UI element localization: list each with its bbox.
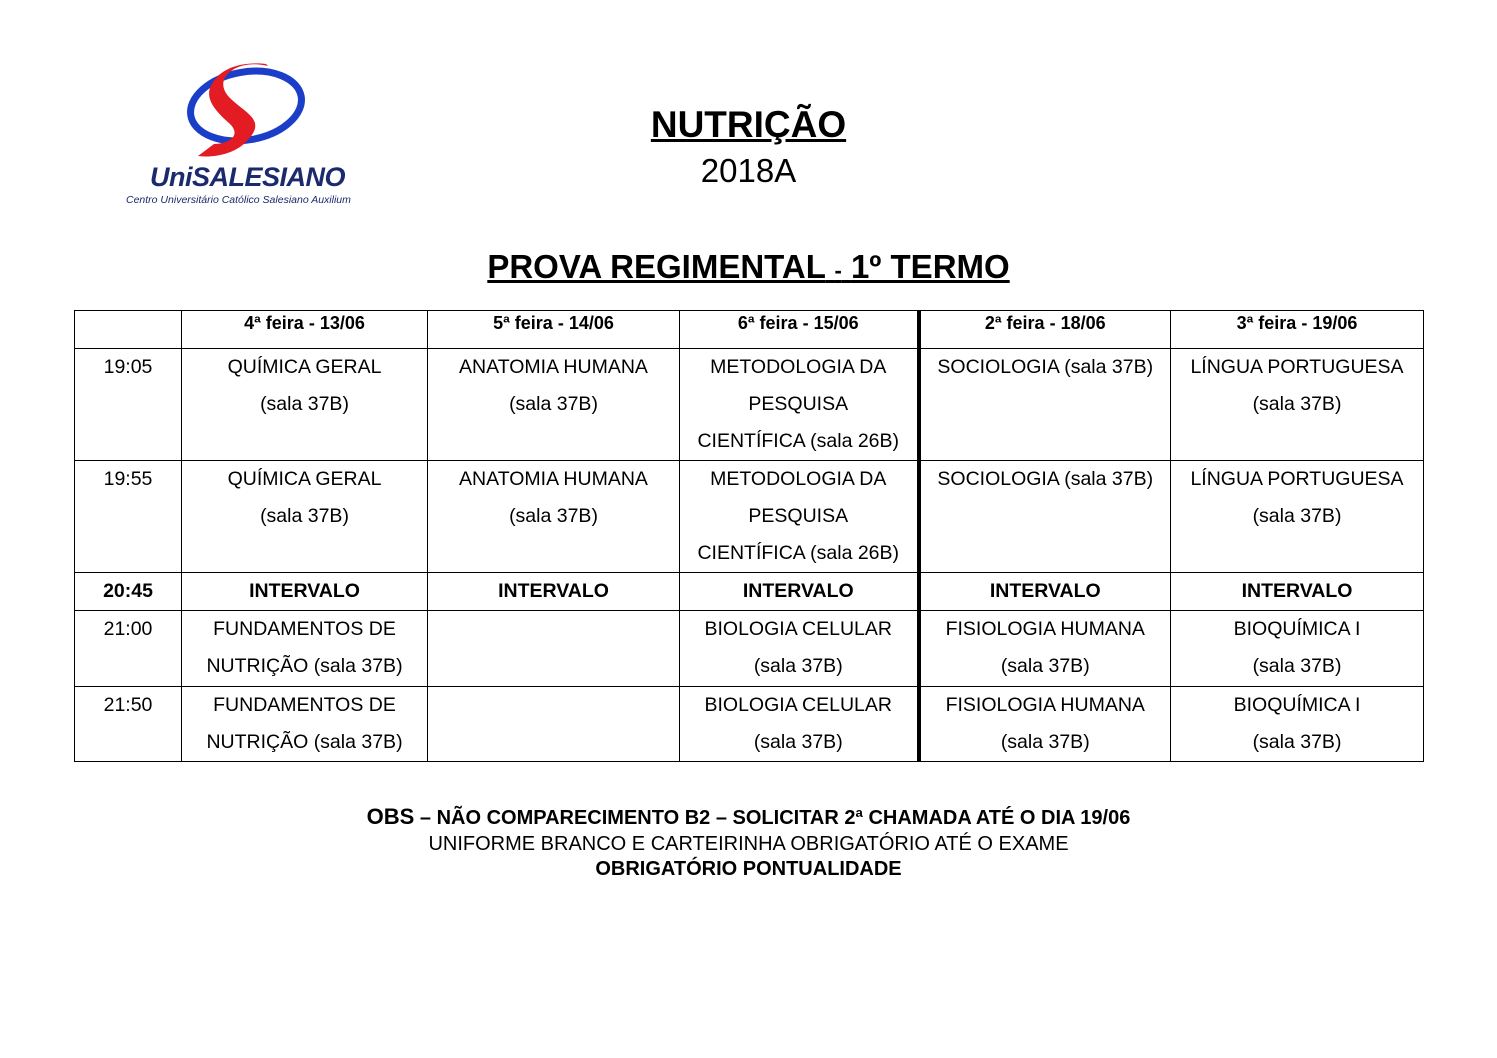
exam-heading-separator: - [834,258,842,283]
day-header-cell: 5ª feira - 14/06 [428,311,680,349]
subject-line: NUTRIÇÃO (sala 37B) [206,731,403,753]
subject-line: LÍNGUA PORTUGUESA [1190,468,1404,490]
subject-line: FISIOLOGIA HUMANA [945,618,1145,640]
subject-line: (sala 37B) [1252,505,1342,527]
subject-cell [182,611,428,687]
interval-cell [428,573,680,611]
subject-line: PESQUISA [748,505,849,527]
subject-line: BIOLOGIA CELULAR [704,618,892,640]
subject-line: CIENTÍFICA (sala 26B) [697,542,900,564]
subject-line: (sala 37B) [1252,655,1342,677]
subject-cell [1171,687,1424,762]
subject-line: BIOQUÍMICA I [1233,618,1361,640]
subject-line: CIENTÍFICA (sala 26B) [697,430,900,452]
subject-cell [1171,611,1424,687]
subject-cell [428,461,680,573]
subject-line: BIOQUÍMICA I [1233,694,1361,716]
schedule-body [75,311,1424,762]
table-row [75,349,1424,461]
subject-line: SOCIOLOGIA (sala 37B) [937,468,1154,490]
course-year: 2018A [700,152,797,189]
subject-line: NUTRIÇÃO (sala 37B) [206,655,403,677]
table-row [75,611,1424,687]
subject-line: INTERVALO [1241,580,1353,602]
note-obs-text: – NÃO COMPARECIMENTO B2 – SOLICITAR 2ª CHAMADA ATÉ O DIA 19/06 [414,807,1131,829]
subject-line: (sala 37B) [1000,655,1090,677]
interval-cell [182,573,428,611]
interval-cell [1171,573,1424,611]
subject-cell [680,461,919,573]
subject-line: METODOLOGIA DA [710,356,887,378]
subject-line: (sala 37B) [753,731,843,753]
subject-cell [919,611,1171,687]
subject-line: PESQUISA [748,393,849,415]
subject-line: INTERVALO [249,580,360,602]
subject-cell [680,349,919,461]
subject-cell [919,461,1171,573]
note-uniform: UNIFORME BRANCO E CARTEIRINHA OBRIGATÓRIO ATÉ O EXAME [428,833,1069,855]
subject-line: LÍNGUA PORTUGUESA [1190,356,1404,378]
subject-cell [919,687,1171,762]
subject-cell [182,687,428,762]
logo-subtitle: Centro Universitário Católico Salesiano Auxilium [126,194,351,206]
note-punctuality: OBRIGATÓRIO PONTUALIDADE [595,858,902,880]
subject-cell [1171,349,1424,461]
subject-cell [428,687,680,762]
subject-line: INTERVALO [498,580,609,602]
subject-line: (sala 37B) [753,655,843,677]
subject-cell [680,611,919,687]
time-cell: 19:05 [75,349,182,461]
subject-line: BIOLOGIA CELULAR [704,694,892,716]
time-cell: 20:45 [75,573,182,611]
time-cell: 21:50 [75,687,182,762]
subject-cell [428,349,680,461]
logo-name: UniSALESIANO [150,162,346,192]
subject-line: (sala 37B) [1000,731,1090,753]
day-header-cell: 3ª feira - 19/06 [1171,311,1424,349]
subject-line: (sala 37B) [1252,393,1342,415]
table-row [75,461,1424,573]
subject-line: (sala 37B) [509,505,598,527]
interval-cell [680,573,919,611]
subject-cell [182,349,428,461]
time-cell: 19:55 [75,461,182,573]
subject-line: QUÍMICA GERAL [227,468,382,490]
note-obs [0,804,1497,831]
subject-line: (sala 37B) [1252,731,1342,753]
day-header-cell: 4ª feira - 13/06 [182,311,428,349]
notes [0,804,1497,881]
subject-line: FISIOLOGIA HUMANA [945,694,1145,716]
table-row [75,687,1424,762]
subject-cell [428,611,680,687]
subject-line: INTERVALO [989,580,1101,602]
time-cell: 21:00 [75,611,182,687]
subject-line: (sala 37B) [260,393,349,415]
subject-line: FUNDAMENTOS DE [213,694,396,716]
exam-heading [0,248,1497,286]
subject-line: QUÍMICA GERAL [227,356,382,378]
subject-cell [680,687,919,762]
exam-heading-main: PROVA REGIMENTAL [487,248,826,285]
subject-cell [182,461,428,573]
day-header-cell: 6ª feira - 15/06 [680,311,919,349]
course-title: NUTRIÇÃO [650,104,847,145]
day-header-cell: 2ª feira - 18/06 [919,311,1171,349]
exam-schedule-table [74,310,1424,762]
header-row [75,311,1424,349]
interval-row [75,573,1424,611]
subject-line: (sala 37B) [260,505,349,527]
subject-cell [1171,461,1424,573]
subject-line: FUNDAMENTOS DE [213,618,396,640]
subject-line: (sala 37B) [509,393,598,415]
header-corner-cell [75,311,182,349]
subject-line: METODOLOGIA DA [710,468,887,490]
note-obs-label: OBS [366,804,415,829]
interval-cell [919,573,1171,611]
subject-line: ANATOMIA HUMANA [459,468,648,490]
subject-line: ANATOMIA HUMANA [459,356,648,378]
exam-heading-term: 1º TERMO [850,248,1010,285]
subject-cell [919,349,1171,461]
subject-line: INTERVALO [742,580,854,602]
subject-line: SOCIOLOGIA (sala 37B) [937,356,1154,378]
